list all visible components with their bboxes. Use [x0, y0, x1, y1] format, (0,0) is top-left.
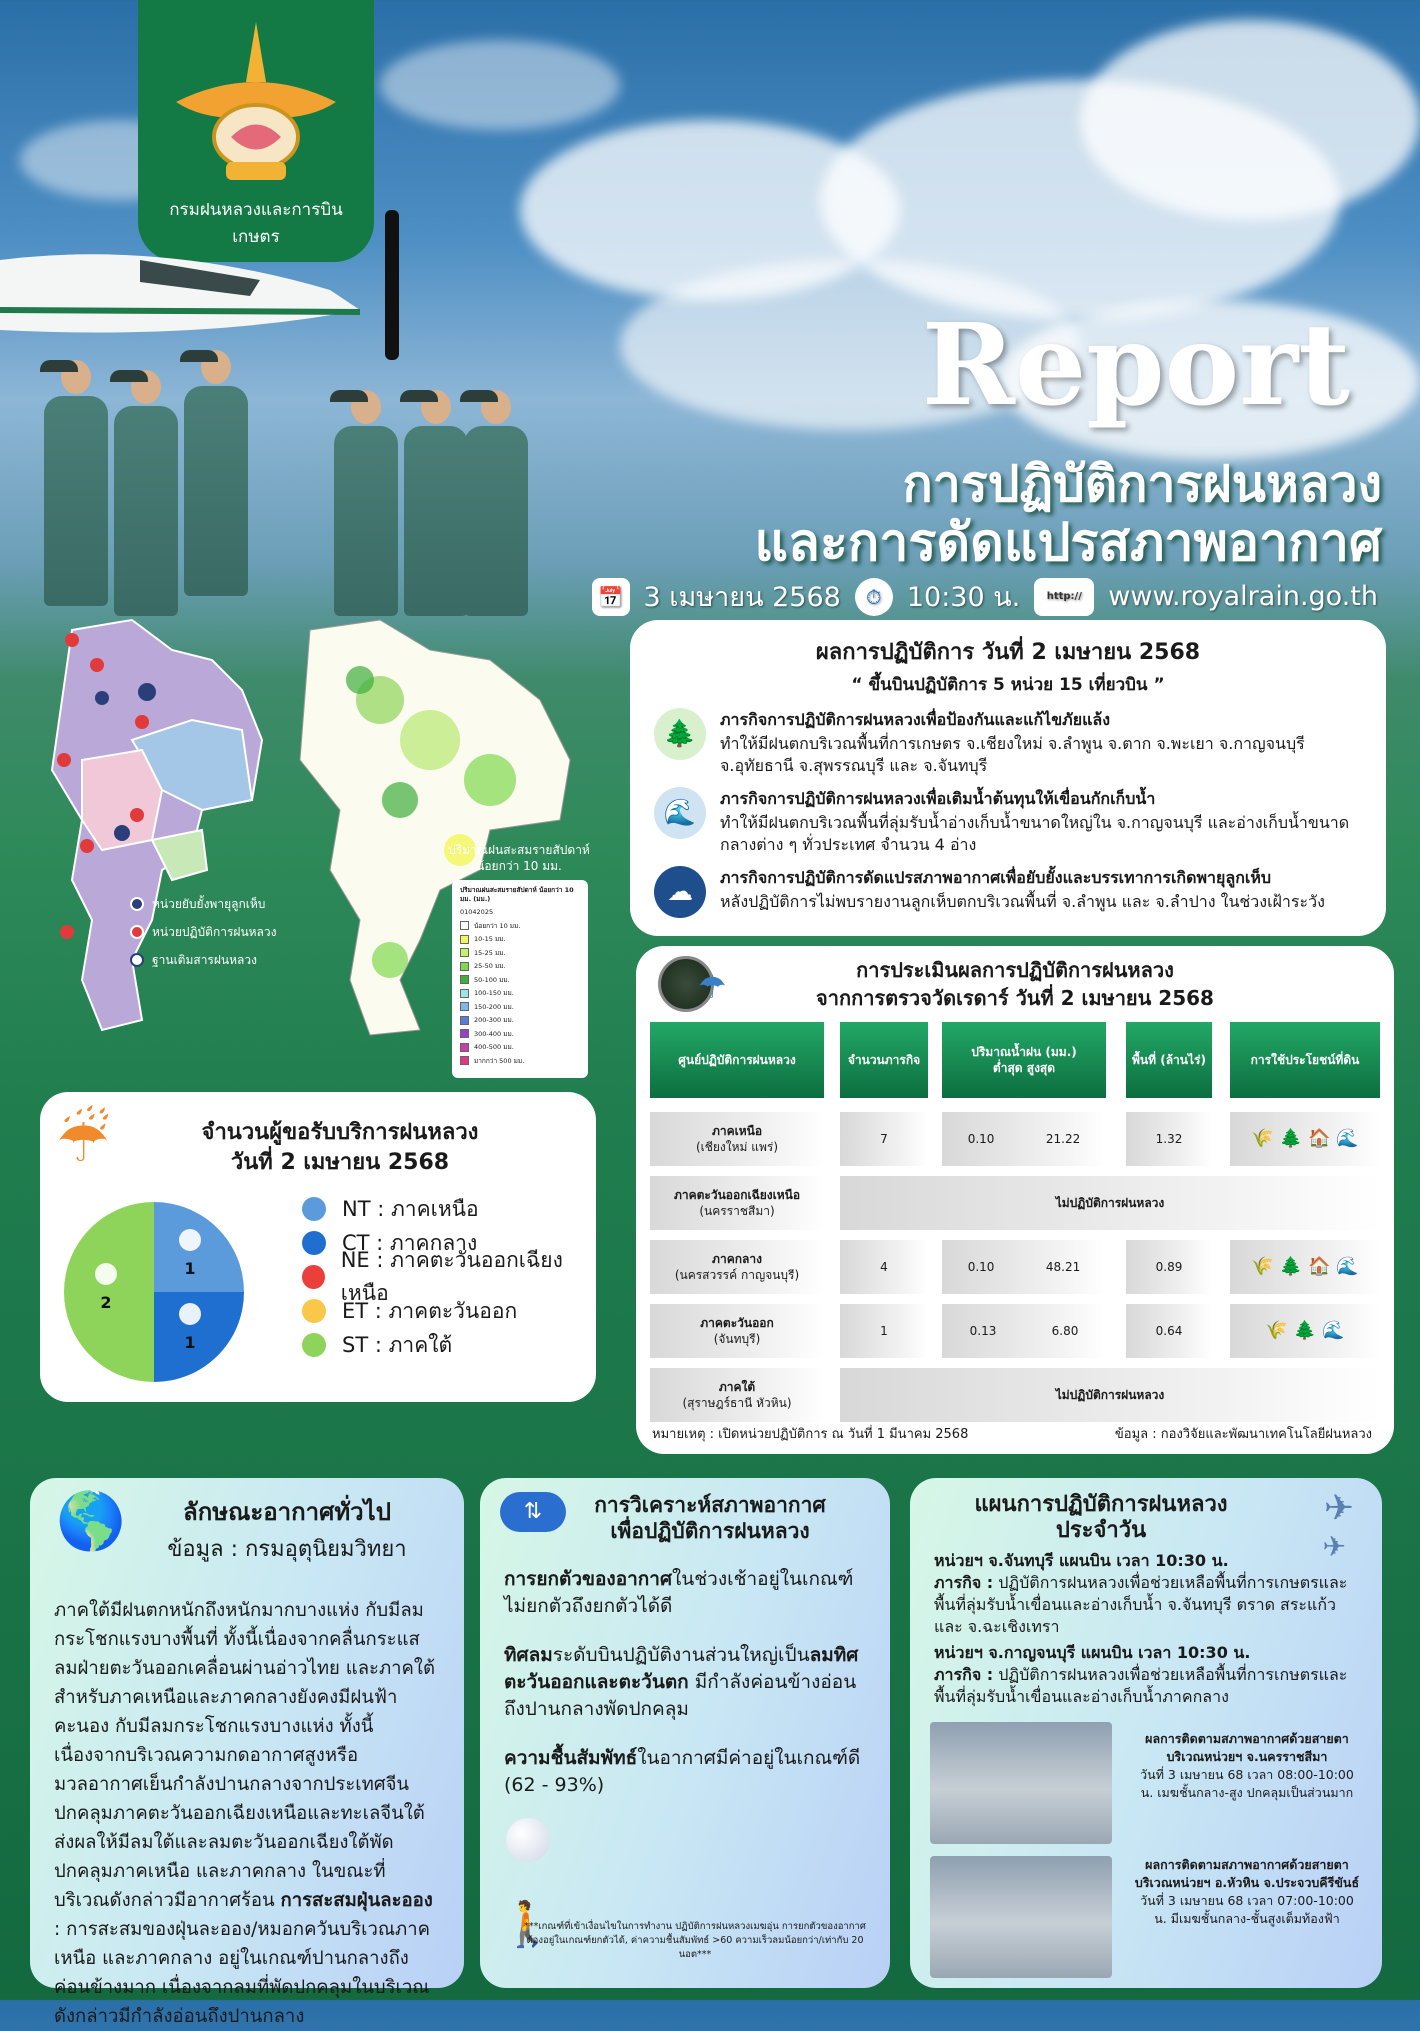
- plan-mission-1: ภารกิจ : ปฏิบัติการฝนหลวงเพื่อช่วยเหลือพื้นที่การเกษตรและพื้นที่ลุ่มรับน้ำเขื่อนและอ่างเก็บน้ำ จ.จันทบุรี ตราด สระแก้ว และ จ.ฉะเชิงเทรา: [934, 1573, 1348, 1636]
- table-cell: 1: [840, 1304, 928, 1358]
- unit-pin-icon: [130, 925, 144, 939]
- col-header-landuse: การใช้ประโยชน์ที่ดิน: [1230, 1022, 1380, 1098]
- rain-swatch: [460, 1002, 469, 1011]
- analysis-lift: การยกตัวของอากาศในช่วงเช้าอยู่ในเกณฑ์ไม่ยกตัวถึงยกตัวได้ดี: [504, 1568, 854, 1617]
- pie-label: 1: [184, 1259, 196, 1278]
- mission-item: [654, 708, 1362, 777]
- landuse-icons: [1230, 1112, 1380, 1166]
- org-name: กรมฝนหลวงและการบินเกษตร: [169, 200, 343, 247]
- person-icon: 🚶: [500, 1899, 555, 1950]
- table-row-region: ภาคเหนือ (เชียงใหม่ แพร่): [650, 1112, 824, 1166]
- operations-subtitle: “ ขึ้นบินปฏิบัติการ 5 หน่วย 15 เที่ยวบิน ”: [851, 675, 1165, 695]
- plan-unit-1: หน่วยฯ จ.จันทบุรี แผนบิน เวลา 10:30 น.: [934, 1551, 1229, 1570]
- water-icon: 🌊: [1336, 1256, 1359, 1277]
- rain-swatch: [460, 1016, 469, 1025]
- hail-unit-pin-icon: [130, 897, 144, 911]
- weather-body: ภาคใต้มีฝนตกหนักถึงหนักมากบางแห่ง กับมีลมกระโชกแรงบางพื้นที่ ทั้งนี้เนื่องจากคลื่นกระแสลมฝ่ายตะวันออกเคลื่อนผ่านอ่าวไทย และภาคใต้ สำหรับภาคเหนือและภาคกลางยังคงมีฝนฟ้าคะนอง กับมีลมกระโชกแรงบางแห่ง ทั้งนี้เนื่องจากบริเวณความกดอากาศสูงหรือมวลอากาศเย็นกำลังปานกลางจากประเทศจีนปกคลุมภาคตะวันออกเฉียงเหนือและทะเลจีนใต้ ส่งผลให้มีลมใต้และลมตะวันออกเฉียงใต้พัดปกคลุมภาคเหนือ และภาคกลาง ในขณะที่บริเวณดังกล่าวมีอากาศร้อน การสะสมฝุ่นละออง : การสะสมของฝุ่นละออง/หมอกควันบริเวณภาคเหนือ และภาคกลาง อยู่ในเกณฑ์ปานกลางถึงค่อนข้างมาก เนื่องจากลมที่พัดปกคลุมในบริเวณดังกล่าวมีกำลังอ่อนถึงปานกลาง: [54, 1600, 435, 2027]
- umbrella-rain-icon: ☔: [56, 1106, 110, 1176]
- table-cell: 7: [840, 1112, 928, 1166]
- operations-card: [630, 620, 1386, 936]
- tree-icon: 🌲: [1279, 1128, 1302, 1149]
- rain-swatch: [460, 975, 469, 984]
- thailand-unit-map: [42, 620, 292, 1040]
- general-weather-panel: [30, 1478, 464, 2027]
- report-title: Report: [921, 300, 1350, 431]
- col-header-area: พื้นที่ (ล้านไร่): [1126, 1022, 1212, 1098]
- operations-title: ผลการปฏิบัติการ วันที่ 2 เมษายน 2568: [815, 640, 1201, 665]
- pie-label: 1: [184, 1333, 196, 1352]
- hail-unit-pin-icon: [95, 691, 109, 705]
- house-icon: 🏠: [1308, 1128, 1331, 1149]
- evaluation-source: ข้อมูล : กองวิจัยและพัฒนาเทคโนโลยีฝนหลวง: [1114, 1427, 1372, 1442]
- table-cell: 1.32: [1126, 1112, 1212, 1166]
- base-pin-icon: [130, 953, 144, 967]
- analysis-title: การวิเคราะห์สภาพอากาศ เพื่อปฏิบัติการฝนหลวง: [594, 1493, 826, 1543]
- airplane-icon: ✈: [1322, 1530, 1346, 1563]
- no-operation-cell: ไม่ปฏิบัติการฝนหลวง: [840, 1176, 1380, 1230]
- report-date: 3 เมษายน 2568: [643, 582, 841, 613]
- evaluation-title-2: จากการตรวจวัดเรดาร์ วันที่ 2 เมษายน 2568: [816, 986, 1214, 1010]
- pilot-group: [30, 330, 550, 630]
- tree-icon: 🌲: [1279, 1256, 1302, 1277]
- observation-1: ผลการติดตามสภาพอากาศด้วยสายตาบริเวณหน่วยฯ จ.นครราชสีมา วันที่ 3 เมษายน 68 เวลา 08:00-10:00 น. เมฆชั้นกลาง-สูง ปกคลุมเป็นส่วนมาก: [1140, 1731, 1354, 1800]
- rain-swatch: [460, 1056, 469, 1065]
- daily-plan-panel: [910, 1478, 1382, 1988]
- rain-swatch: [460, 921, 469, 930]
- requests-pie-chart: [64, 1202, 244, 1382]
- mission-desc: ทำให้มีฝนตกบริเวณพื้นที่การเกษตร จ.เชียงใหม่ จ.ลำพูน จ.ตาก จ.พะเยา จ.กาญจนบุรี จ.อุทัยธานี จ.สุพรรณบุรี และ จ.จันทบุรี: [720, 734, 1305, 775]
- sky-photo: [930, 1856, 1112, 1978]
- analysis-panel: [480, 1478, 890, 1988]
- table-cell: 0.64: [1126, 1304, 1212, 1358]
- unit-pin-icon: [65, 633, 79, 647]
- table-row-region: ภาคกลาง (นครสวรรค์ กาญจนบุรี): [650, 1240, 824, 1294]
- house-icon: 🏠: [1308, 1256, 1331, 1277]
- plan-title: แผนการปฏิบัติการฝนหลวง ประจำวัน: [974, 1492, 1228, 1543]
- col-header-missions: จำนวนภารกิจ: [840, 1022, 928, 1098]
- pie-slice-ct: [154, 1292, 244, 1382]
- main-title: [754, 455, 1382, 573]
- title-line-1: การปฏิบัติการฝนหลวง: [902, 455, 1382, 513]
- info-line: [592, 575, 1378, 618]
- base-pin-icon: [114, 825, 130, 841]
- forest-icon: 🌲: [654, 708, 706, 760]
- unit-pin-icon: [57, 753, 71, 767]
- table-row-region: ภาคตะวันออก (จันทบุรี): [650, 1304, 824, 1358]
- landuse-icons: [1230, 1240, 1380, 1294]
- stopwatch-icon: ⏱: [855, 578, 893, 616]
- plan-unit-2: หน่วยฯ จ.กาญจนบุรี แผนบิน เวลา 10:30 น.: [934, 1643, 1251, 1662]
- rain-swatch: [460, 948, 469, 957]
- col-header-rain: ปริมาณน้ำฝน (มม.) ต่ำสุด สูงสุด: [942, 1022, 1106, 1098]
- report-time: 10:30 น.: [906, 582, 1021, 613]
- farm-icon: 🌾: [1265, 1320, 1288, 1341]
- farm-icon: 🌾: [1251, 1128, 1274, 1149]
- plan-mission-2: ภารกิจ : ปฏิบัติการฝนหลวงเพื่อช่วยเหลือพื้นที่การเกษตรและพื้นที่ลุ่มรับน้ำเขื่อนและอ่างเก็บน้ำภาคกลาง: [934, 1665, 1348, 1706]
- analysis-humidity: ความชื้นสัมพัทธ์ในอากาศมีค่าอยู่ในเกณฑ์ดี (62 - 93%): [504, 1747, 861, 1796]
- mission-item: [654, 866, 1362, 918]
- analysis-wind: ทิศลมระดับบินปฏิบัติงานส่วนใหญ่เป็นลมทิศตะวันออกและตะวันตก มีกำลังค่อนข้างอ่อนถึงปานกลางพัดปกคลุม: [504, 1644, 859, 1720]
- map-legend: หน่วยยับยั้งพายุลูกเห็บ หน่วยปฏิบัติการฝนหลวง ฐานเติมสารฝนหลวง: [130, 890, 277, 974]
- table-cell: 4: [840, 1240, 928, 1294]
- observation-2: ผลการติดตามสภาพอากาศด้วยสายตาบริเวณหน่วยฯ อ.หัวหิน จ.ประจวบคีรีขันธ์ วันที่ 3 เมษายน 68 เวลา 07:00-10:00 น. มีเมฆชั้นกลาง-ชั้นสูงเต็มท้องฟ้า: [1134, 1857, 1360, 1926]
- pie-label: 2: [100, 1293, 112, 1312]
- airplane-icon: ✈: [1323, 1488, 1354, 1529]
- pie-slice-nt: [154, 1202, 244, 1292]
- table-cell: 0.89: [1126, 1240, 1212, 1294]
- landuse-icons: [1230, 1304, 1380, 1358]
- analysis-note: ***เกณฑ์ที่เข้าเงื่อนไขในการทำงาน ปฏิบัติการฝนหลวงเมฆอุ่น การยกตัวของอากาศต้องอยู่ในเกณฑ์ยกตัวได้, ค่าความชื้นสัมพัทธ์ >60 ความเร็วลมน้อยกว่า/เท่ากับ 20 นอต***: [524, 1921, 866, 1960]
- title-line-2: และการดัดแปรสภาพอากาศ: [754, 513, 1382, 573]
- table-cell: 0.10 48.21: [942, 1240, 1106, 1294]
- col-header-center: ศูนย์ปฏิบัติการฝนหลวง: [650, 1022, 824, 1098]
- rain-swatch: [460, 935, 469, 944]
- weather-title: ลักษณะอากาศทั่วไป: [183, 1498, 391, 1526]
- unit-pin-icon: [130, 808, 144, 822]
- sky-photo: [930, 1722, 1112, 1844]
- rain-cloud-icon: ☂: [698, 968, 727, 1006]
- base-pin-icon: [138, 683, 156, 701]
- mission-item: [654, 787, 1362, 856]
- unit-pin-icon: [135, 715, 149, 729]
- no-operation-cell: ไม่ปฏิบัติการฝนหลวง: [840, 1368, 1380, 1422]
- royal-rain-seal-icon: [156, 22, 356, 192]
- rain-swatch: [460, 1029, 469, 1038]
- unit-pin-icon: [80, 839, 94, 853]
- pie-slice-st: [64, 1202, 154, 1382]
- rain-swatch: [460, 1043, 469, 1052]
- cloud-analysis-icon: ⇅: [500, 1492, 566, 1532]
- water-icon: 🌊: [1336, 1128, 1359, 1149]
- requests-card: [40, 1092, 596, 1402]
- mission-title: ภารกิจการปฏิบัติการดัดแปรสภาพอากาศเพื่อยับยั้งและบรรเทาการเกิดพายุลูกเห็บ: [720, 868, 1272, 887]
- rain-legend: ปริมาณฝนสะสมรายสัปดาห์ น้อยกว่า 10 มม. (มม.) 01042025 น้อยกว่า 10 มม. 10-15 มม. 15-25 มม. 25-50 มม. 50-100 มม. 100-150 มม. 150-200 มม. 200-300 มม. 300-400 มม. 400-500 มม. มากกว่า 500 มม.: [452, 880, 588, 1078]
- hail-storm-icon: ☁: [654, 866, 706, 918]
- requests-legend: NT : ภาคเหนือ CT : ภาคกลาง NE : ภาคตะวันออกเฉียงเหนือ ET : ภาคตะวันออก ST : ภาคใต้: [302, 1192, 596, 1362]
- unit-pin-icon: [60, 925, 74, 939]
- mission-title: ภารกิจการปฏิบัติการฝนหลวงเพื่อป้องกันและแก้ไขภัยแล้ง: [720, 710, 1110, 729]
- rain-swatch: [460, 962, 469, 971]
- dam-water-icon: 🌊: [654, 787, 706, 839]
- table-row-region: ภาคตะวันออกเฉียงเหนือ (นครราชสีมา): [650, 1176, 824, 1230]
- web-icon: http://: [1034, 578, 1094, 616]
- requests-title: จำนวนผู้ขอรับบริการฝนหลวง วันที่ 2 เมษายน 2568: [201, 1120, 479, 1175]
- mission-desc: หลังปฏิบัติการไม่พบรายงานลูกเห็บตกบริเวณพื้นที่ จ.ลำพูน และ จ.ลำปาง ในช่วงเฝ้าระวัง: [720, 892, 1325, 911]
- farm-icon: 🌾: [1251, 1256, 1274, 1277]
- tree-icon: 🌲: [1293, 1320, 1317, 1341]
- table-cell: 0.10 21.22: [942, 1112, 1106, 1166]
- mission-desc: ทำให้มีฝนตกบริเวณพื้นที่ลุ่มรับน้ำอ่างเก็บน้ำขนาดใหญ่ใน จ.กาญจนบุรี และอ่างเก็บน้ำขนาดกลางต่าง ๆ ทั่วประเทศ จำนวน 4 อ่าง: [720, 813, 1350, 854]
- water-icon: 🌊: [1322, 1320, 1345, 1341]
- evaluation-title-1: การประเมินผลการปฏิบัติการฝนหลวง: [856, 958, 1174, 982]
- globe-weather-icon: 🌎: [56, 1489, 126, 1554]
- balloon-icon: [506, 1818, 550, 1862]
- calendar-icon: 📅: [592, 578, 630, 616]
- table-row-region: ภาคใต้ (สุราษฎร์ธานี หัวหิน): [650, 1368, 824, 1422]
- mission-title: ภารกิจการปฏิบัติการฝนหลวงเพื่อเติมน้ำต้นทุนให้เขื่อนกักเก็บน้ำ: [720, 789, 1156, 808]
- website-link[interactable]: www.royalrain.go.th: [1108, 581, 1378, 612]
- table-cell: 0.13 6.80: [942, 1304, 1106, 1358]
- evaluation-footnote: หมายเหตุ : เปิดหน่วยปฏิบัติการ ณ วันที่ 1 มีนาคม 2568: [652, 1427, 969, 1442]
- weather-source: ข้อมูล : กรมอุตุนิยมวิทยา: [167, 1537, 407, 1562]
- rain-legend-title: ปริมาณฝนสะสมรายสัปดาห์ น้อยกว่า 10 มม.: [448, 843, 590, 873]
- rain-swatch: [460, 989, 469, 998]
- evaluation-card: [636, 946, 1394, 1454]
- unit-pin-icon: [90, 658, 104, 672]
